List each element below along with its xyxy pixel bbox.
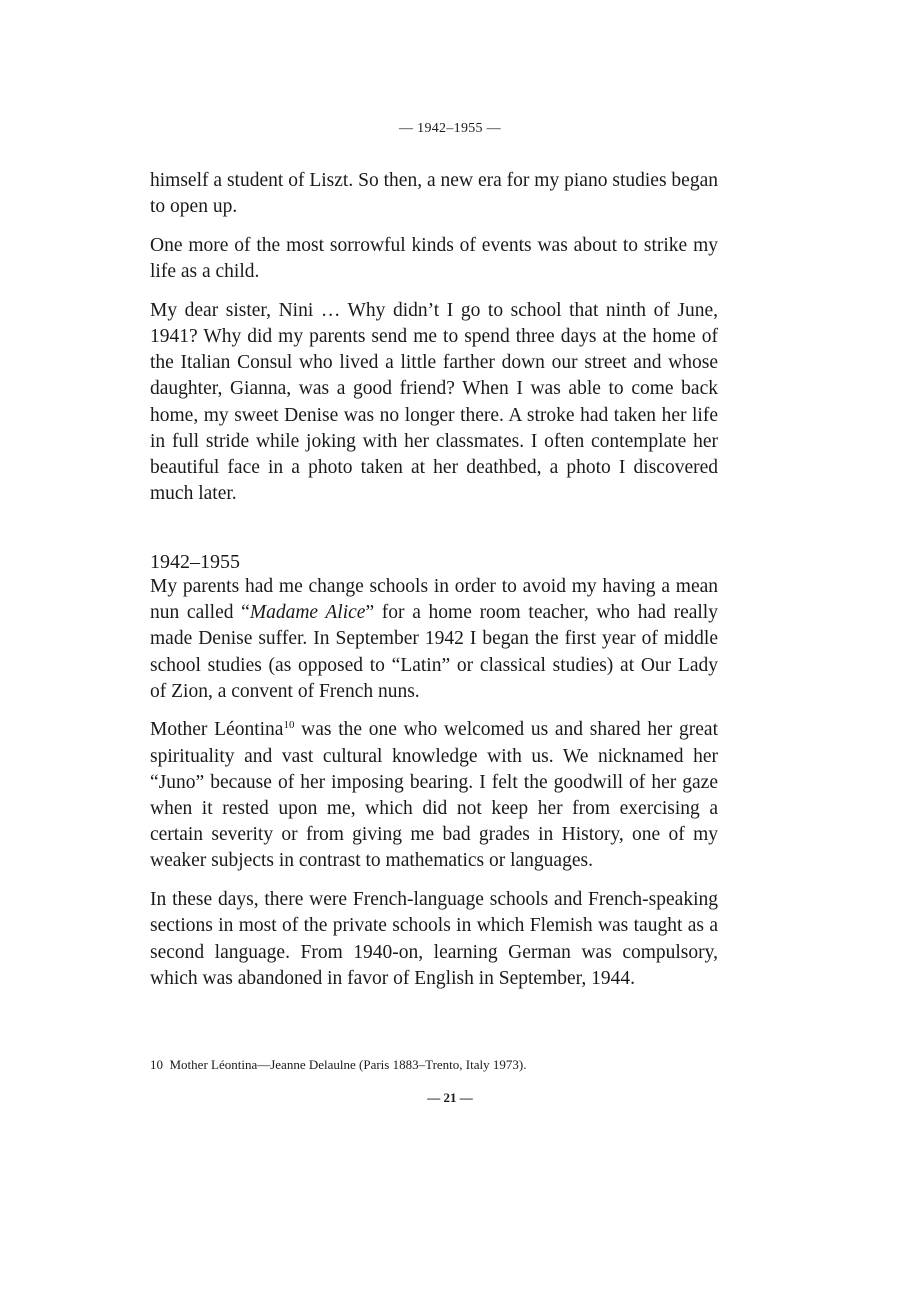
footnote-number: 10 bbox=[150, 1057, 163, 1072]
italic-name: Madame Alice bbox=[249, 602, 366, 624]
paragraph: In these days, there were French-language schools and French-speaking sections in most of the private schools in which Flemish was taught as a second language. From 1940-on, learning German was compulsory, which was abandoned in favor of English in September, 1944. bbox=[150, 889, 718, 989]
paragraph: My parents had me change schools in order to avoid my having a mean nun called “Madame Alice” for a home room teacher, who had really made Denise suffer. In September 1942 I began the first year of middle school studies (as opposed to “Latin” or classical studies) at Our Lady of Zion, a convent of French nuns. bbox=[150, 575, 718, 702]
paragraph: Mother Léontina$^{10}$ was the one who welcomed us and shared her great spirituality and vast cultural knowledge with us. We nicknamed her “Juno” because of her imposing bearing. I felt the goodwill of her gaze when it rested upon me, which did not keep her from exercising a certain severity or from giving me bad grades in History, one of my weaker subjects in contrast to mathematics or languages. bbox=[150, 719, 719, 872]
running-head: — 1942–1955 — bbox=[399, 121, 501, 136]
paragraph: One more of the most sorrowful kinds of events was about to strike my life as a child. bbox=[150, 234, 718, 283]
section-heading: 1942–1955 bbox=[150, 550, 240, 573]
paragraph: himself a student of Liszt. So then, a new era for my piano studies began to open up. bbox=[150, 170, 718, 218]
paragraph: My dear sister, Nini … Why didn’t I go to school that ninth of June, 1941? Why did my parents send me to spend three days at the home of the Italian Consul who lived a little farther down our street and whose daughter, Gianna, was a good friend? When I was able to come back home, my sweet Denise was no longer there. A stroke had taken her life in full stride while joking with her classmates. I often contemplate her beautiful face in a photo taken at her deathbed, a photo I discovered much later. bbox=[150, 299, 718, 505]
footnote bbox=[150, 1056, 526, 1074]
body-text bbox=[150, 168, 718, 1004]
page-number: — 21 — bbox=[427, 1090, 473, 1105]
footnote-text: Mother Léontina—Jeanne Delaulne (Paris 1883–Trento, Italy 1973). bbox=[169, 1057, 527, 1072]
footnote-reference[interactable]: 10 bbox=[283, 719, 295, 732]
